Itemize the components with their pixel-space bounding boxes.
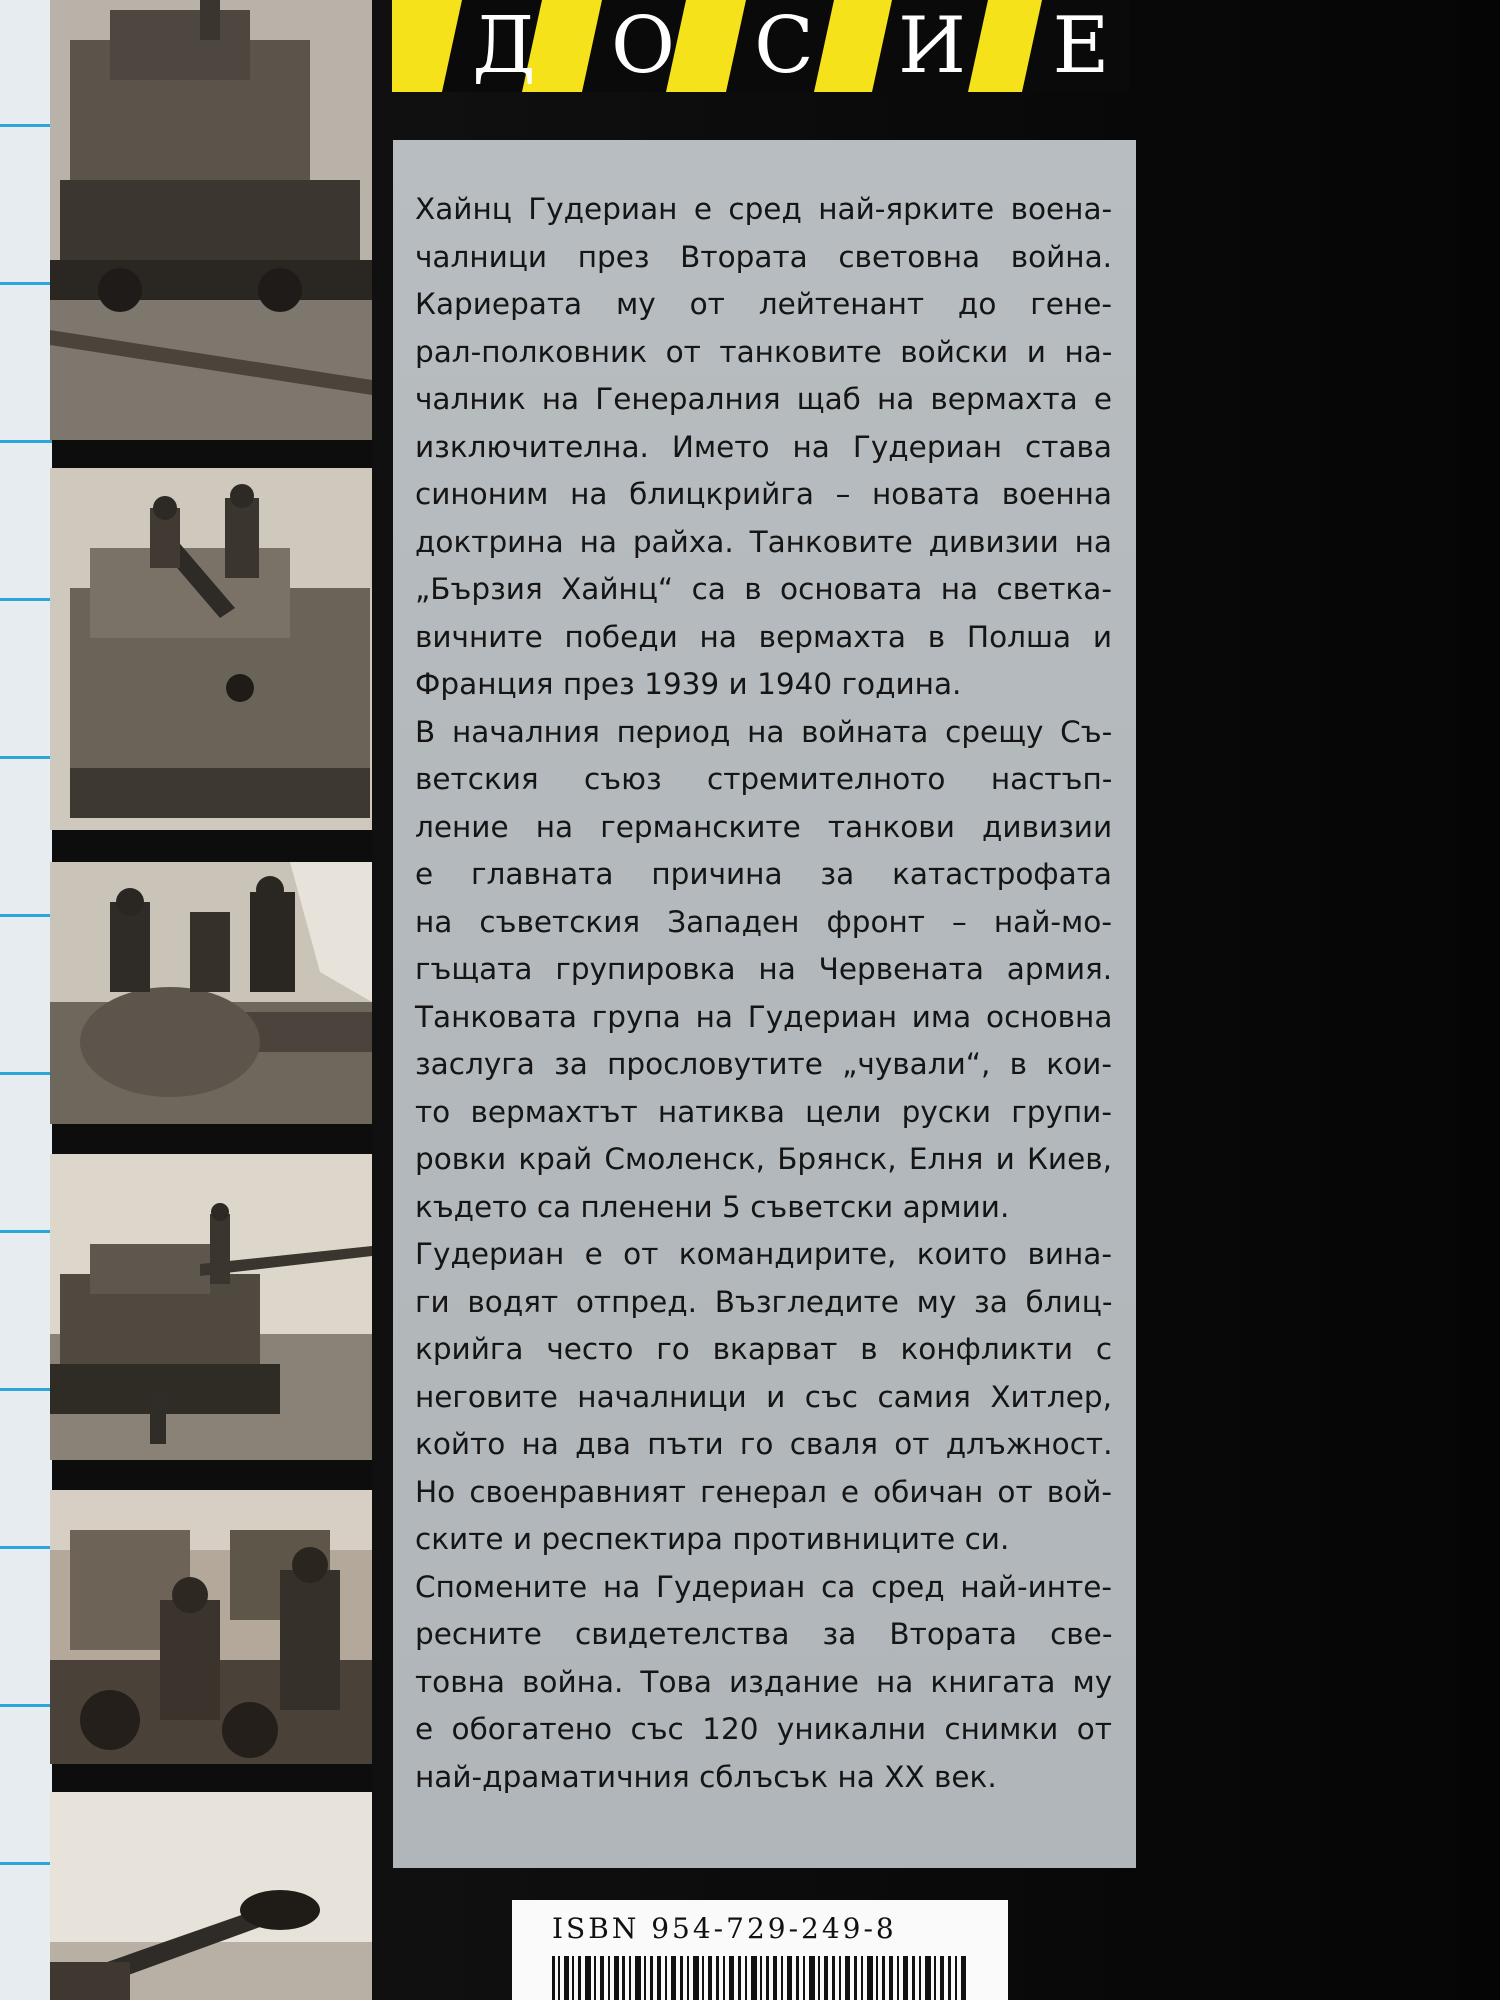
text-line: Гудериан е от командирите, които вина- <box>415 1237 1113 1271</box>
ruled-line <box>0 1704 52 1707</box>
description-paragraph <box>415 1564 1112 1802</box>
text-line: рал-полковник от танковите войски и на- <box>415 334 1113 369</box>
description-paragraph <box>415 186 1112 709</box>
text-line: Спомените на Гудериан са сред най-инте- <box>415 1569 1113 1604</box>
text-line: на съветския Западен фронт – най-мо- <box>415 904 1112 939</box>
tank-crew-turret-photo <box>50 862 372 1124</box>
text-line: заслуга за прословутите „чували“, в кои- <box>415 1047 1112 1081</box>
tiger-tank-with-crew-photo <box>50 468 372 830</box>
ruled-line <box>0 1230 52 1233</box>
text-line: Но своенравният генерал е обичан от вой- <box>415 1474 1112 1509</box>
text-line: е обогатено със 120 уникални снимки от <box>415 1712 1112 1746</box>
text-line: ление на германските танкови дивизии <box>415 809 1113 844</box>
text-line: ги водят отпред. Възгледите му за блиц- <box>415 1284 1113 1319</box>
motorcycle-soldiers-photo <box>50 1490 372 1764</box>
text-line: синоним на блицкрийга – новата военна <box>415 477 1112 511</box>
isbn-number: ISBN 954-729-249-8 <box>552 1912 897 1945</box>
text-line: Франция през 1939 и 1940 година. <box>415 667 962 701</box>
ruled-line <box>0 756 52 759</box>
text-line: ресните свидетелства за Втората све- <box>415 1617 1113 1651</box>
text-line: където са пленени 5 съветски армии. <box>415 1189 1010 1224</box>
text-line: чалник на Генералния щаб на вермахта е <box>415 382 1112 416</box>
ruled-line <box>0 124 52 127</box>
banner-letter: О <box>611 1 675 91</box>
text-line: чалници през Втората световна война. <box>415 239 1113 274</box>
text-line: ровки край Смоленск, Брянск, Елня и Киев, <box>415 1142 1112 1176</box>
text-line: В началния период на войната срещу Съ- <box>415 714 1113 749</box>
tank-on-field-photo <box>50 1154 372 1460</box>
text-line: ветския съюз стремителното настъп- <box>415 762 1113 796</box>
notebook-paper-edge <box>0 0 54 2000</box>
tank-gun-closeup-photo <box>50 1792 372 2000</box>
banner-letter: С <box>754 1 814 91</box>
ruled-line <box>0 1072 52 1075</box>
ruled-line <box>0 282 52 285</box>
text-line: вичните победи на вермахта в Полша и <box>415 619 1112 654</box>
description-paragraph <box>415 1231 1112 1564</box>
text-line: който на два пъти го сваля от длъжност. <box>415 1427 1113 1461</box>
text-line: крийга често го вкарват в конфликти с <box>415 1332 1113 1366</box>
text-line: най-драматичния сблъсък на XX век. <box>415 1759 997 1794</box>
barcode <box>552 1956 972 2000</box>
text-line: ските и респектира противниците си. <box>415 1522 1010 1556</box>
text-line: доктрина на райха. Танковите дивизии на <box>415 524 1112 559</box>
ruled-line <box>0 598 52 601</box>
text-line: Кариерата му от лейтенант до гене- <box>415 287 1112 321</box>
text-line: изключителна. Името на Гудериан става <box>415 429 1112 464</box>
text-line: гъщата групировка на Червената армия. <box>415 952 1113 986</box>
isbn-barcode-label <box>512 1900 1008 2000</box>
ruled-line <box>0 914 52 917</box>
text-line: е главната причина за катастрофата <box>415 857 1112 891</box>
text-line: то вермахтът натиква цели руски групи- <box>415 1094 1112 1129</box>
ruled-line <box>0 1546 52 1549</box>
text-line: Танковата група на Гудериан има основна <box>415 999 1113 1034</box>
text-line: „Бързия Хайнц“ са в основата на светка- <box>415 572 1112 606</box>
description-paragraph <box>415 709 1112 1232</box>
ruled-line <box>0 1862 52 1865</box>
tank-on-railcar-photo <box>50 0 372 440</box>
ruled-line <box>0 440 52 443</box>
ruled-line <box>0 1388 52 1391</box>
text-line: Хайнц Гудериан е сред най-ярките воена- <box>415 192 1113 226</box>
banner-letter: Е <box>1052 1 1110 91</box>
dossier-banner <box>392 0 1130 92</box>
banner-letter: И <box>897 1 967 91</box>
text-line: неговите началници и със самия Хитлер, <box>415 1379 1112 1414</box>
text-line: товна война. Това издание на книгата му <box>415 1664 1113 1699</box>
description-panel <box>393 140 1136 1868</box>
banner-letter: Д <box>472 1 536 91</box>
